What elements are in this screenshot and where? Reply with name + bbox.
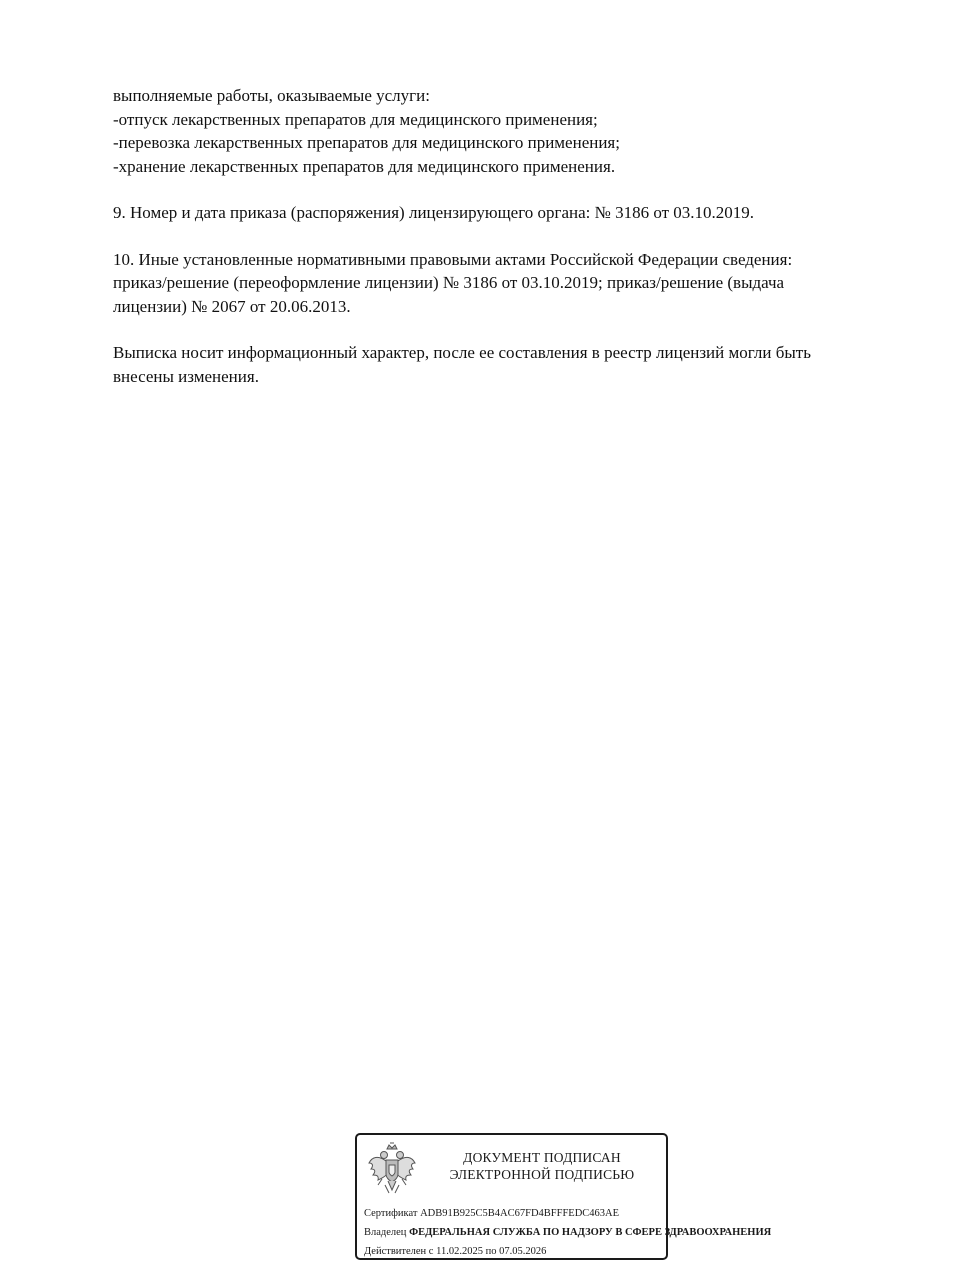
stamp-details xyxy=(364,1204,772,1261)
certificate-value: ADB91B925C5B4AC67FD4BFFFEDC463AE xyxy=(420,1208,620,1219)
electronic-signature-stamp xyxy=(355,1133,772,1260)
owner-row xyxy=(364,1223,772,1242)
item-10 xyxy=(113,248,913,319)
validity-row xyxy=(364,1242,674,1261)
item-10-line: приказ/решение (переоформление лицензии) № 3186 от 03.10.2019; приказ/решение (выдача xyxy=(113,273,785,292)
coat-of-arms-icon xyxy=(366,1141,418,1199)
item-9 xyxy=(113,201,913,225)
item-10-line: лицензии) № 2067 от 20.06.2013. xyxy=(113,296,351,316)
activities-intro: выполняемые работы, оказываемые услуги: xyxy=(113,86,430,105)
disclaimer-note xyxy=(113,341,913,388)
valid-to: 07.05.2026 xyxy=(499,1246,547,1257)
certificate-row xyxy=(364,1204,674,1223)
stamp-title xyxy=(427,1149,657,1183)
activity-item: -отпуск лекарственных препаратов для медицинского применения; xyxy=(113,109,598,129)
stamp-title-line: ЭЛЕКТРОННОЙ ПОДПИСЬЮ xyxy=(449,1167,635,1182)
certificate-label: Сертификат xyxy=(364,1208,418,1219)
owner-label: Владелец xyxy=(364,1227,407,1238)
item-10-line: 10. Иные установленные нормативными правовыми актами Российской Федерации сведения: xyxy=(113,249,793,269)
disclaimer-line: Выписка носит информационный характер, после ее составления в реестр лицензий могли быть xyxy=(113,343,811,362)
valid-to-label: по xyxy=(485,1246,497,1257)
activities-section xyxy=(113,84,913,178)
valid-from: 11.02.2025 xyxy=(436,1246,483,1257)
activity-item: -хранение лекарственных препаратов для медицинского применения. xyxy=(113,156,616,176)
stamp-title-line: ДОКУМЕНТ ПОДПИСАН xyxy=(463,1150,621,1165)
disclaimer-line: внесены изменения. xyxy=(113,366,259,386)
item-9-text: 9. Номер и дата приказа (распоряжения) лицензирующего органа: № 3186 от 03.10.2019. xyxy=(113,203,755,222)
valid-label: Действителен с xyxy=(364,1246,434,1257)
owner-value: ФЕДЕРАЛЬНАЯ СЛУЖБА ПО НАДЗОРУ В СФЕРЕ ЗДРАВООХРАНЕНИЯ xyxy=(409,1227,772,1238)
document-body xyxy=(113,84,913,388)
activity-item: -перевозка лекарственных препаратов для медицинского применения; xyxy=(113,133,620,152)
